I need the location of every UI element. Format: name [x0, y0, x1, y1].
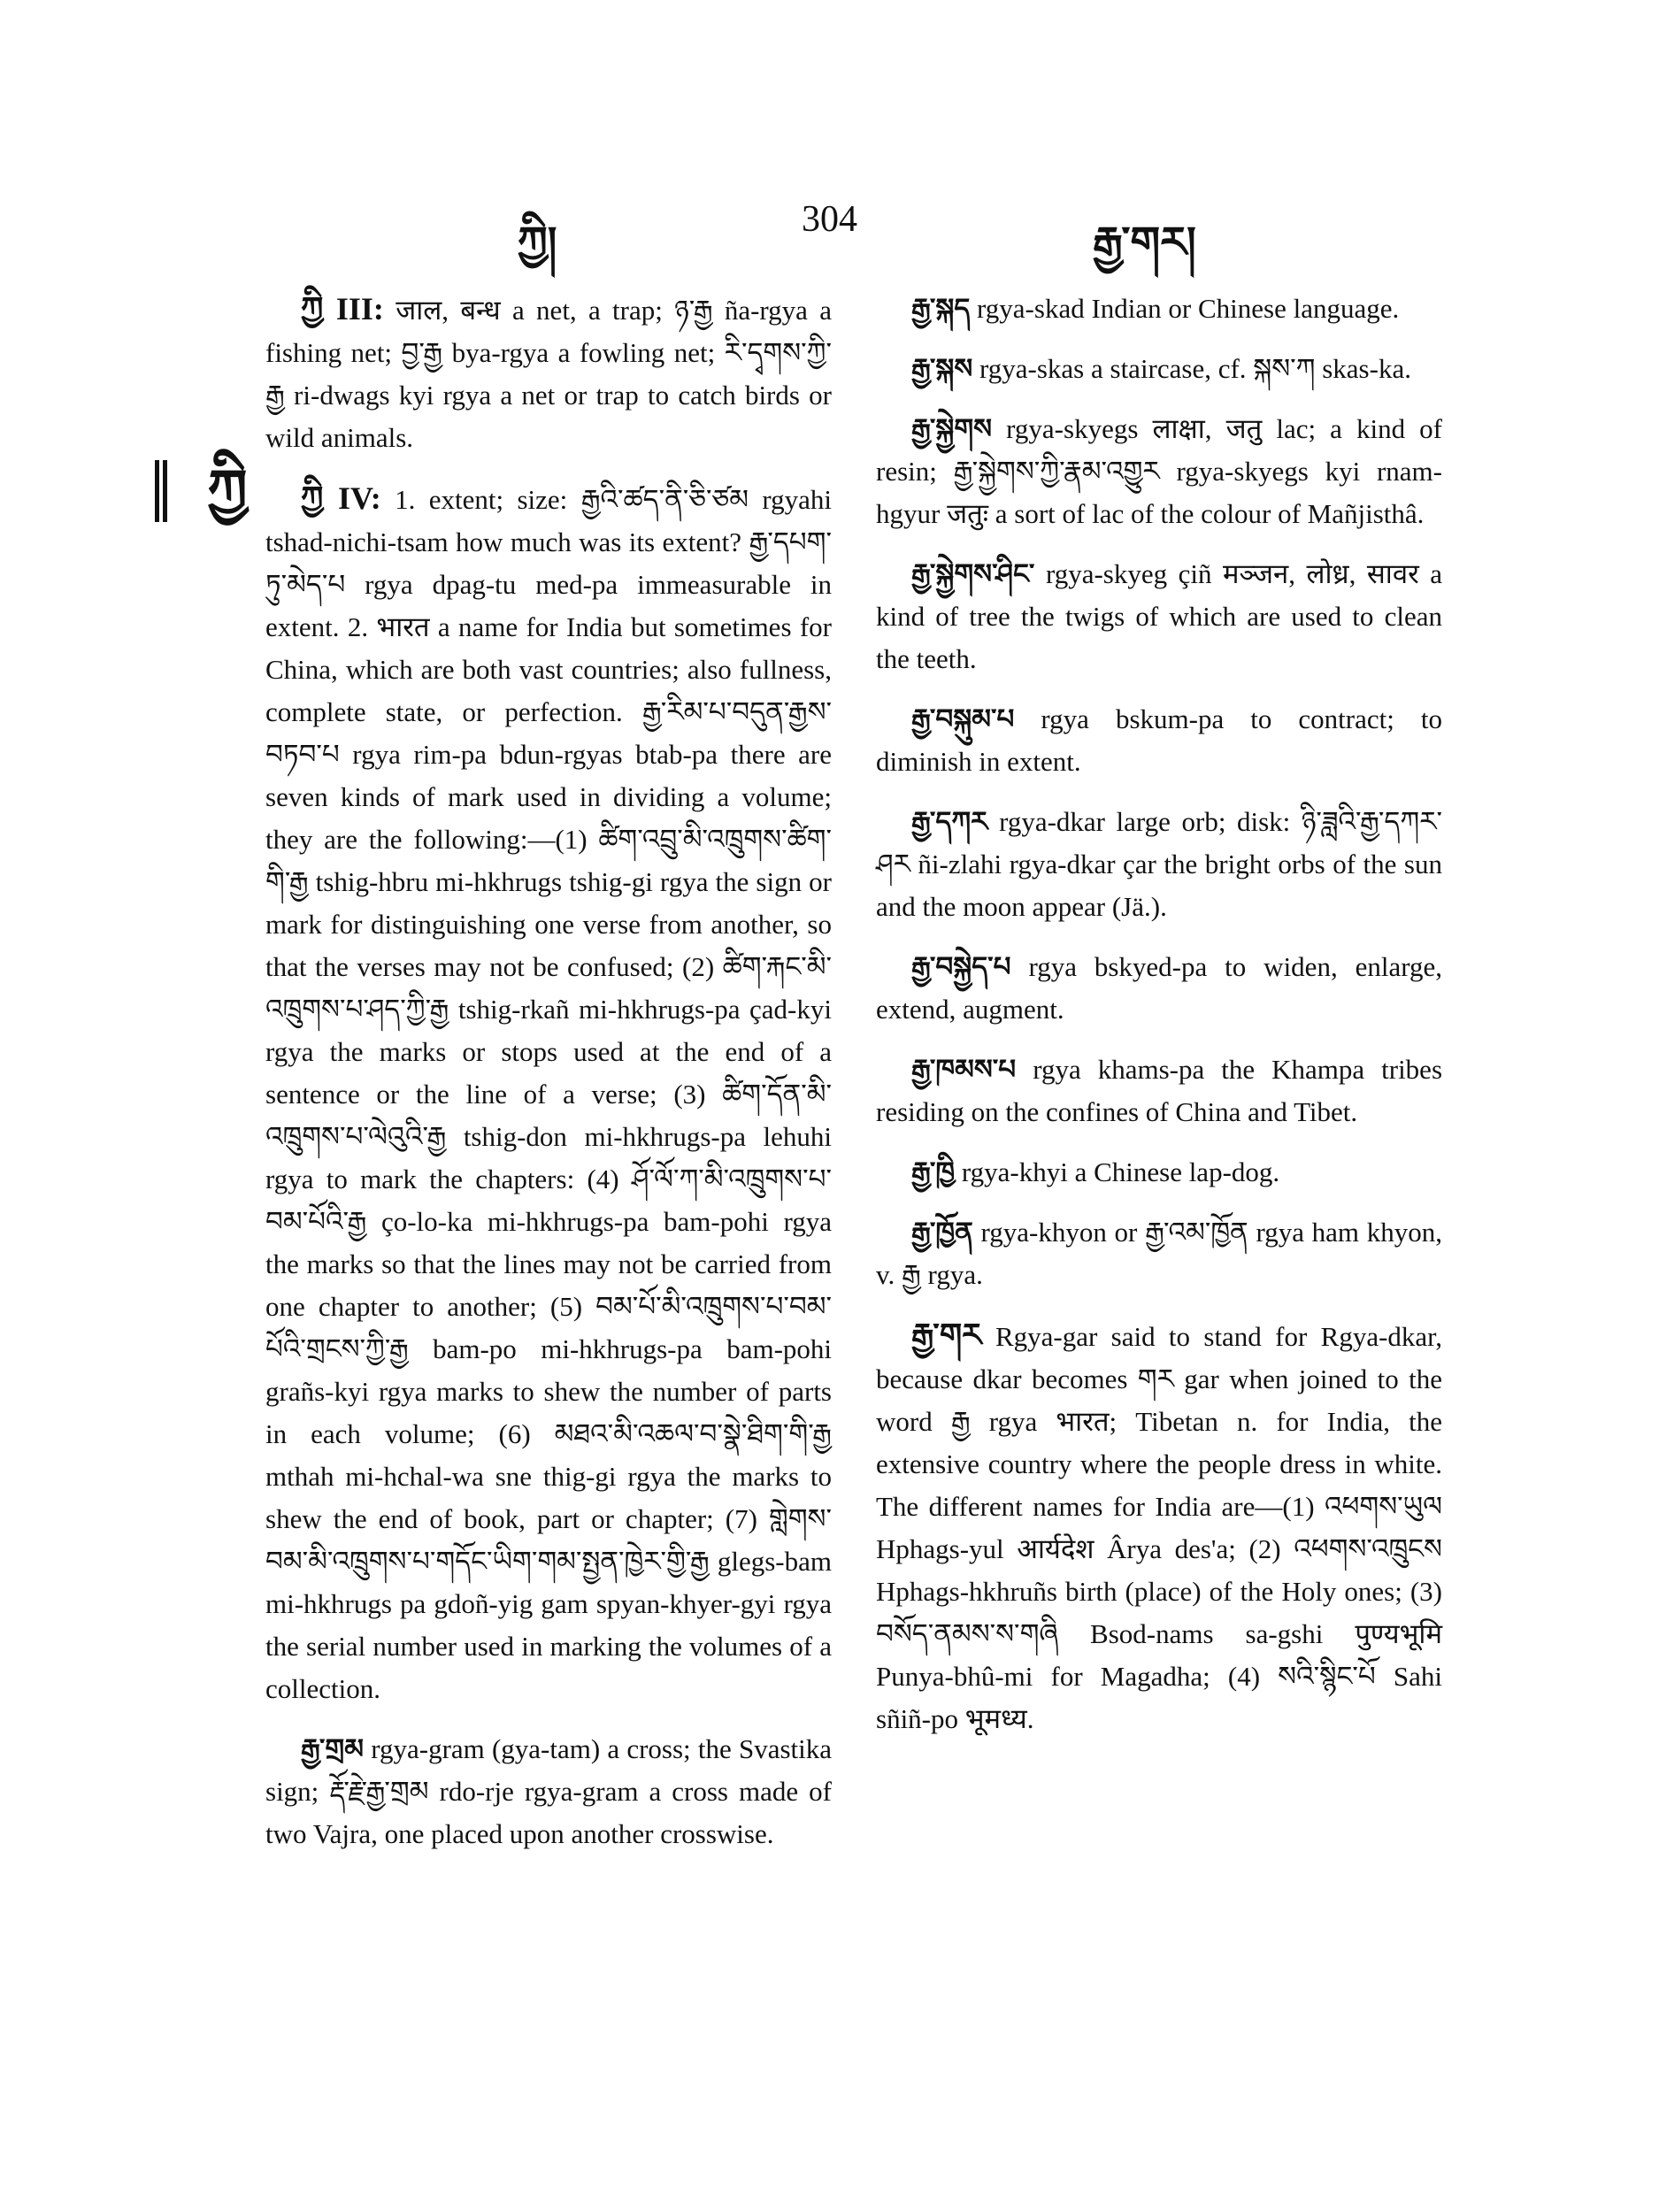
entry-headword: རྒྱ་གར — [911, 1317, 982, 1353]
dictionary-entry — [876, 288, 1442, 330]
entry-text: rgya bskyed-pa to widen, enlarge, extend, augment. — [876, 951, 1442, 1025]
right-column — [876, 288, 1442, 1758]
header-right-catchword: རྒྱ་གར། — [1093, 219, 1196, 266]
entry-text: जाल, बन्ध a net, a trap; ཉ་རྒྱ ña-rgya a fishing net; བྱ་རྒྱ bya-rgya a fowling net; རི་དྭགས་ཀྱི་རྒྱ ri-dwags kyi rgya a net or trap to catch birds or wild animals. — [265, 295, 832, 453]
dictionary-entry — [876, 698, 1442, 783]
entry-headword: རྒྱ་ཁྱི — [911, 1156, 956, 1187]
entry-headword: རྒྱ་གྲམ — [301, 1733, 364, 1764]
entry-text: rgya-skad Indian or Chinese language. — [977, 293, 1400, 324]
entry-text: rgya-skas a staircase, cf. སྐས་ཀ skas-ka. — [979, 353, 1411, 384]
dictionary-entry — [876, 1048, 1442, 1133]
dictionary-entry — [265, 288, 832, 459]
entry-headword: རྒྱ་བསྐྱེད་པ — [911, 951, 1011, 982]
entry-headword: རྒྱ་དཀར — [911, 806, 988, 837]
entry-text: rgya-dkar large orb; disk: ཉི་ཟླའི་རྒྱ་དཀར་ཤར ñi-zlahi rgya-dkar çar the bright orbs of the sun and the moon appear (Jä.). — [876, 806, 1443, 922]
entry-text: rgya-skyeg çiñ मञ्जन, लोध्र, सावर a kind of tree the twigs of which are used to clean the teeth. — [876, 558, 1443, 674]
entry-headword: རྒྱ་ཁྱོན — [911, 1217, 973, 1248]
dictionary-entry — [876, 946, 1442, 1031]
page-header — [0, 195, 1659, 274]
entry-text: rgya khams-pa the Khampa tribes residing on the confines of China and Tibet. — [876, 1054, 1443, 1127]
dictionary-entry — [876, 1151, 1442, 1194]
dictionary-entry — [876, 553, 1442, 680]
entry-text: Rgya-gar said to stand for Rgya-dkar, because dkar becomes གར gar when joined to the word རྒྱ rgya भारत; Tibetan n. for India, the extensive country where the people dress in white. The different names for India are—(1) འཕགས་ཡུལ Hphags-yul आर्यदेश Ârya des'a; (2) འཕགས་འཁྲུངས Hphags-hkhruñs birth (place) of the Holy ones; (3) བསོད་ནམས་ས་གཞི Bsod-nams sa-gshi पुण्यभूमि Punya-bhû-mi for Magadha; (4) སའི་སྙིང་པོ Sahi sñiñ-po भूमध्य. — [876, 1321, 1442, 1734]
entry-text: rgya-skyegs लाक्षा, जतु lac; a kind of resin; རྒྱ་སྐྱེགས་ཀྱི་རྣམ་འགྱུར rgya-skyegs kyi rnam-hgyur जतुः a sort of lac of the colour of Mañjisthâ. — [876, 413, 1442, 529]
entry-headword: རྒྱ་སྐས — [911, 353, 973, 384]
entry-headword: རྒྱ་སྐད — [911, 293, 971, 324]
entry-headword: རྒྱ་བསྐུམ་པ — [911, 703, 1015, 734]
entry-headword: རྒྱ་ཁམས་པ — [911, 1054, 1017, 1085]
entry-headword: རྒྱ་སྐྱེགས — [911, 413, 993, 444]
dictionary-entry — [876, 801, 1442, 928]
dictionary-entry — [876, 1314, 1442, 1740]
dictionary-entry — [265, 1728, 832, 1855]
dictionary-entry — [876, 408, 1442, 535]
left-column — [265, 288, 832, 1873]
dictionary-entry — [876, 348, 1442, 390]
entry-text: rgya-khyon or རྒྱ་འམ་ཁྱོན rgya ham khyon, v. རྒྱ rgya. — [876, 1217, 1443, 1290]
header-left-catchword: ཀྱི། — [518, 219, 557, 266]
dictionary-entry — [265, 477, 832, 1710]
entry-text: rgya-khyi a Chinese lap-dog. — [961, 1156, 1280, 1187]
entry-text: rgya-gram (gya-tam) a cross; the Svastika sign; རྡོ་རྗེ་རྒྱ་གྲམ rdo-rje rgya-gram a cross made of two Vajra, one placed upon another crosswise. — [265, 1733, 833, 1849]
entry-text: 1. extent; size: རྒྱའི་ཚད་ནི་ཅི་ཙམ rgyahi tshad-nichi-tsam how much was its extent? རྒྱ་དཔག་ཏུ་མེད་པ rgya dpag-tu med-pa immeasurable in extent. 2. भारत a name for India but sometimes for China, which are both vast countries; also fullness, complete state, or perfection. རྒྱ་རིམ་པ་བདུན་རྒྱས་བཏབ་པ rgya rim-pa bdun-rgyas btab-pa there are seven kinds of mark used in dividing a volume; they are the following:—(1) ཚིག་འབྲུ་མི་འཁྲུགས་ཚིག་གི་རྒྱ tshig-hbru mi-hkhrugs tshig-gi rgya the sign or mark for distinguishing one verse from another, so that the verses may not be confused; (2) ཚིག་རྐང་མི་འཁྲུགས་པ་ཤད་ཀྱི་རྒྱ tshig-rkañ mi-hkhrugs-pa çad-kyi rgya the marks or stops used at the end of a sentence or the line of a verse; (3) ཚིག་དོན་མི་འཁྲུགས་པ་ལེའུའི་རྒྱ tshig-don mi-hkhrugs-pa lehuhi rgya to mark the chapters: (4) ཤོ་ལོ་ཀ་མི་འཁྲུགས་པ་བམ་པོའི་རྒྱ ço-lo-ka mi-hkhrugs-pa bam-pohi rgya the marks so that the lines may not be carried from one chapter to another; (5) བམ་པོ་མི་འཁྲུགས་པ་བམ་པོའི་གྲངས་ཀྱི་རྒྱ bam-po mi-hkhrugs-pa bam-pohi grañs-kyi rgya marks to shew the number of parts in each volume; (6) མཐའ་མི་འཆལ་བ་སྣེ་ཐིག་གི་རྒྱ mthah mi-hchal-wa sne thig-gi rgya the marks to shew the end of book, part or chapter; (7) གླེགས་བམ་མི་འཁྲུགས་པ་གདོང་ཡིག་གམ་སྤྱན་ཁྱེར་གྱི་རྒྱ glegs-bam mi-hkhrugs pa gdoñ-yig gam spyan-khyer-gyi rgya the serial number used in marking the volumes of a collection. — [265, 484, 833, 1704]
entry-headword: ཀྱི III: — [301, 291, 384, 326]
entry-text: rgya bskum-pa to contract; to diminish in extent. — [876, 703, 1442, 777]
entry-headword: ཀྱི IV: — [301, 480, 381, 516]
dictionary-entry — [876, 1211, 1442, 1296]
entry-headword: རྒྱ་སྐྱེགས་ཤིང་ — [911, 558, 1035, 589]
page-number: 304 — [802, 199, 857, 240]
margin-letter-key: ཀྱི — [155, 460, 288, 522]
